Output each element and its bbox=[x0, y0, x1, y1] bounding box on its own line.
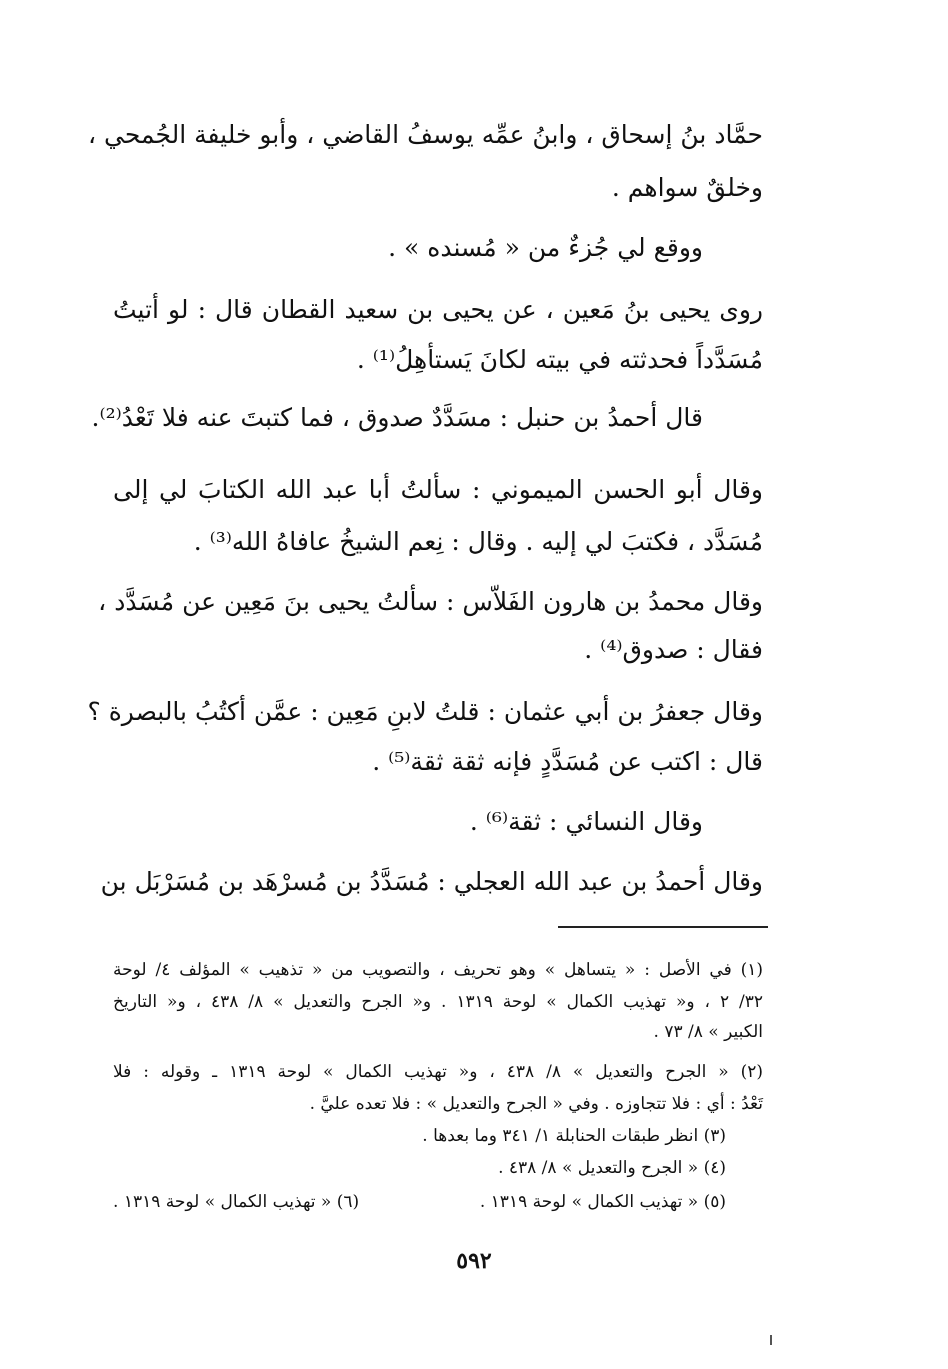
text-line: وخلقٌ سواهم . bbox=[611, 173, 763, 202]
footnote-separator bbox=[558, 926, 768, 928]
footnote-line: ٣٢/ ٢ ، و« تهذيب الكمال » لوحة ١٣١٩ . و« الجرح والتعديل » ٨/ ٤٣٨ ، و« التاريخ bbox=[113, 992, 764, 1012]
text-line: وقال جعفرُ بن أبي عثمان : قلتُ لابنِ مَعِين : عمَّن أكتُبُ بالبصرة ؟ bbox=[87, 697, 763, 726]
footnote-line: (٤) « الجرح والتعديل » ٨/ ٤٣٨ . bbox=[498, 1158, 726, 1178]
footnote-6: (٦) « تهذيب الكمال » لوحة ١٣١٩ . bbox=[113, 1192, 360, 1212]
text-line: روى يحيى بنُ مَعين ، عن يحيى بن سعيد القطان قال : لو أتيتُ bbox=[113, 295, 763, 324]
footnote-line: (٣) انظر طبقات الحنابلة ١/ ٣٤١ وما بعدها . bbox=[422, 1126, 726, 1146]
text-line: قال : اكتب عن مُسَدَّدٍ فإنه ثقة ثقة⁽⁵⁾ . bbox=[372, 747, 763, 776]
footnote-line-split bbox=[113, 1188, 726, 1216]
text-line: مُسَدَّد ، فكتبَ لي إليه . وقال : نِعم الشيخُ عافاهُ الله⁽³⁾ . bbox=[193, 527, 763, 556]
text-line: وقال أحمدُ بن عبد الله العجلي : مُسَدَّدُ بن مُسرْهَد بن مُسَرْبَل بن bbox=[100, 867, 763, 896]
footnote-5: (٥) « تهذيب الكمال » لوحة ١٣١٩ . bbox=[479, 1192, 726, 1212]
text-line: ووقع لي جُزءٌ من « مُسنده » . bbox=[388, 233, 703, 262]
scan-mark bbox=[770, 1335, 772, 1345]
text-line: وقال أبو الحسن الميموني : سألتُ أبا عبد الله الكتابَ لي إلى bbox=[113, 475, 763, 504]
text-line: قال أحمدُ بن حنبل : مسَدَّدٌ صدوق ، فما كتبتَ عنه فلا تَعْدُ⁽²⁾. bbox=[91, 403, 703, 432]
footnote-line: (٢) « الجرح والتعديل » ٨/ ٤٣٨ ، و« تهذيب الكمال » لوحة ١٣١٩ ـ وقوله : فلا bbox=[113, 1062, 763, 1082]
footnote-line: تَعْدُ : أي : فلا تتجاوزه . وفي « الجرح والتعديل » : فلا تعده عليَّ . bbox=[309, 1094, 763, 1114]
text-line: وقال محمدُ بن هارون الفَلاّس : سألتُ يحيى بنَ مَعِين عن مُسَدَّد ، bbox=[98, 587, 763, 616]
text-line: وقال النسائي : ثقة⁽⁶⁾ . bbox=[469, 807, 703, 836]
text-line: مُسَدَّداً فحدثته في بيته لكانَ يَستأهِلُ⁽¹⁾ . bbox=[356, 345, 763, 374]
text-line: حمَّاد بنُ إسحاق ، وابنُ عمِّه يوسفُ القاضي ، وأبو خليفة الجُمحي ، bbox=[88, 120, 763, 149]
footnote-line: الكبير » ٨/ ٧٣ . bbox=[653, 1022, 763, 1042]
text-line: فقال : صدوق⁽⁴⁾ . bbox=[584, 635, 763, 664]
page-number: ٥٩٢ bbox=[456, 1248, 492, 1274]
footnote-line: (١) في الأصل : « يتساهل » وهو تحريف ، والتصويب من « تذهيب » المؤلف ٤/ لوحة bbox=[113, 960, 764, 980]
